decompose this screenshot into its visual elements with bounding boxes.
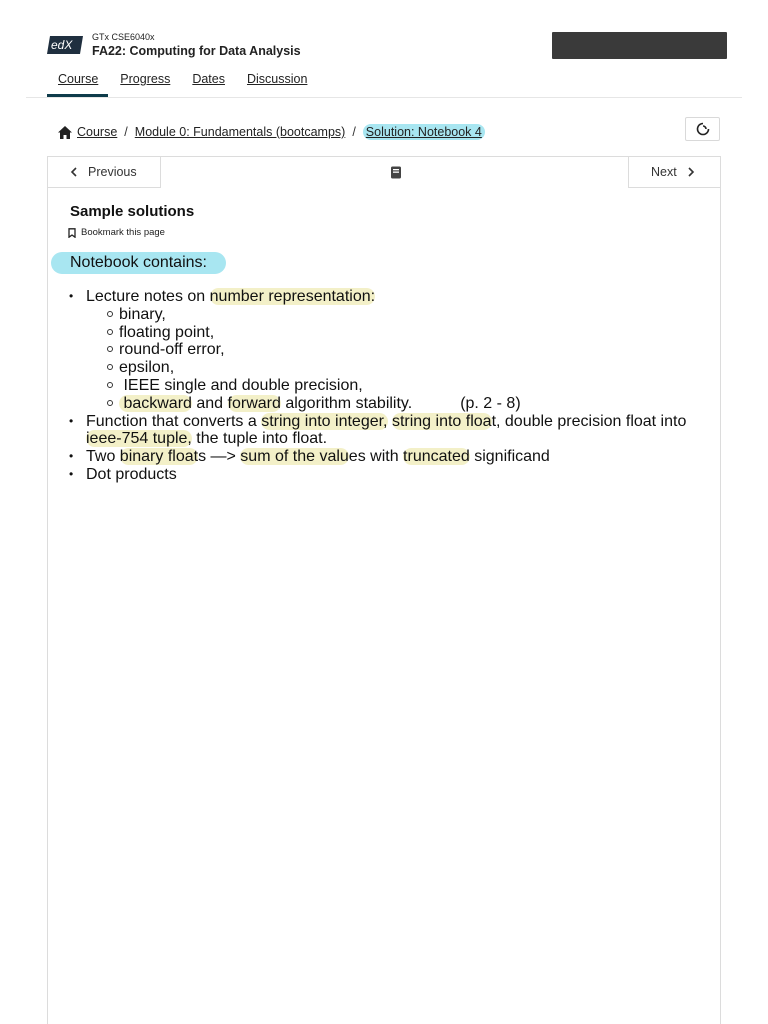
bullet: • [69, 413, 74, 428]
sub-item-text: round-off error, [119, 341, 225, 359]
chevron-left-icon [70, 167, 78, 177]
svg-text:edX: edX [51, 38, 73, 52]
sub-item-text: epsilon, [119, 359, 175, 377]
list-item [68, 413, 713, 449]
bullet: • [69, 449, 74, 464]
breadcrumb-separator: / [352, 125, 356, 139]
highlight: backward [119, 394, 192, 412]
tab-course[interactable]: Course [47, 66, 108, 96]
item-text: the tuple into float. [191, 430, 328, 448]
sub-list-item [68, 395, 713, 413]
notebook-contents-list [68, 288, 713, 484]
page-reference: (p. 2 - 8) [460, 394, 521, 412]
highlight: binary float [119, 448, 199, 466]
course-tabs [47, 66, 329, 98]
breadcrumb-separator: / [124, 125, 128, 139]
item-text: Dot products [86, 465, 177, 483]
item-text: Lecture notes on [86, 288, 210, 305]
list-item [68, 288, 713, 306]
breadcrumb-module[interactable]: Module 0: Fundamentals (bootcamps) [134, 125, 346, 139]
list-item [68, 466, 713, 484]
sub-list-item [68, 324, 713, 342]
chevron-right-icon [687, 167, 695, 177]
sub-item-text: IEEE single and double precision, [119, 376, 363, 394]
highlight: forward [227, 394, 281, 412]
user-menu-redacted[interactable] [552, 32, 727, 59]
sub-item-text: and [191, 394, 228, 412]
unit-icon[interactable] [390, 166, 402, 179]
bookmark-button[interactable] [68, 227, 165, 238]
breadcrumb-current[interactable]: Solution: Notebook 4 [363, 124, 485, 140]
next-button[interactable] [628, 157, 720, 188]
item-text: Function that converts a [86, 412, 262, 430]
bullet: • [69, 289, 74, 303]
course-title: FA22: Computing for Data Analysis [92, 44, 301, 58]
bullet: • [69, 466, 74, 481]
sub-list-item [68, 359, 713, 377]
edx-logo[interactable] [47, 34, 83, 56]
highlight: string into floa [391, 412, 492, 430]
unit-title: Sample solutions [70, 203, 195, 220]
highlight: string into integer, [261, 412, 388, 430]
tab-progress[interactable]: Progress [120, 72, 171, 86]
course-code: GTx CSE6040x [92, 32, 155, 42]
tab-discussion[interactable]: Discussion [246, 72, 308, 86]
sub-list-item [68, 341, 713, 359]
highlight: truncated [403, 448, 470, 466]
previous-button[interactable] [48, 157, 161, 188]
breadcrumb [58, 123, 485, 141]
home-icon[interactable] [58, 126, 72, 139]
highlight: number representation: [209, 288, 376, 305]
item-text: s —> [198, 448, 241, 466]
theme-toggle-button[interactable] [685, 117, 720, 141]
site-header [0, 0, 768, 98]
theme-toggle-icon [696, 122, 710, 136]
notebook-heading: Notebook contains: [51, 252, 226, 274]
sequence-nav [48, 157, 720, 188]
item-text: es with [348, 448, 404, 466]
highlight: sum of the valu [240, 448, 349, 466]
list-item [68, 448, 713, 466]
previous-label: Previous [88, 165, 137, 179]
highlight: ieee-754 tuple, [86, 430, 192, 448]
bookmark-icon [68, 228, 76, 238]
sub-item-text: binary, [119, 305, 166, 323]
tab-dates[interactable]: Dates [192, 72, 225, 86]
sub-item-text: floating point, [119, 323, 215, 341]
content-card [47, 156, 721, 1024]
next-label: Next [651, 165, 677, 179]
item-text: Two [86, 448, 120, 466]
sub-item-text: algorithm stability. [280, 394, 413, 412]
item-text: significand [469, 448, 550, 466]
sub-list-item [68, 306, 713, 324]
breadcrumb-course[interactable]: Course [77, 125, 118, 139]
item-text: t, double precision float into [491, 412, 687, 430]
bookmark-label: Bookmark this page [81, 227, 165, 238]
header-divider [26, 97, 742, 98]
sub-list-item [68, 377, 713, 395]
